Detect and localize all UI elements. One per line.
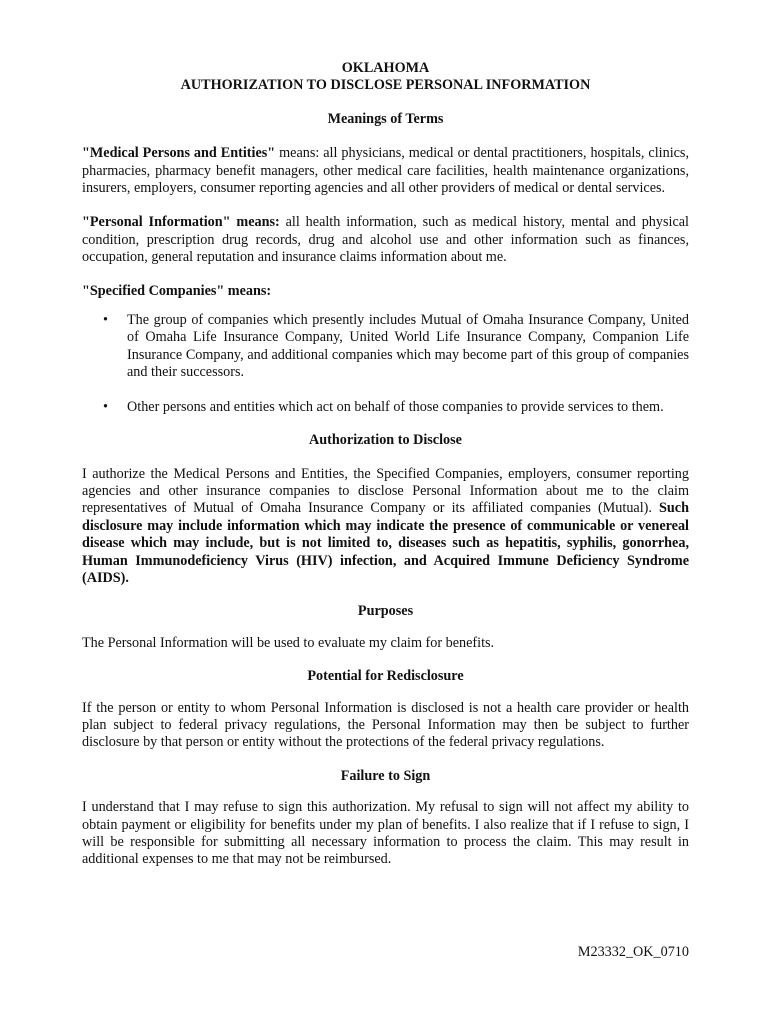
meanings-heading: Meanings of Terms (327, 110, 444, 127)
personal-term: "Personal Information" means: (82, 214, 280, 231)
state-heading: OKLAHOMA (341, 60, 430, 76)
form-code: M23332_OK_0710 (577, 944, 689, 960)
redisclosure-heading: Potential for Redisclosure (307, 668, 464, 685)
list-item (103, 398, 689, 416)
bullet-icon: • (103, 398, 108, 415)
list-item-text: Other persons and entities which act on behalf of those companies to provide services to them. (127, 398, 664, 415)
specified-companies-list (82, 312, 689, 416)
authorization-text: I authorize the Medical Persons and Entities, the Specified Companies, employers, consumer reporting agencies and other insurance companies to disclose Personal Information about me to the claim representatives of Mutual of Omaha Insurance Company or its affiliated companies (Mutual). (82, 465, 689, 517)
redisclosure-text: If the person or entity to whom Personal Information is disclosed is not a health care provider or health plan subject to federal privacy regulations, the Personal Information may then be subject to further disclosure by that person or entity without the protections of the federal privacy regulations. (82, 699, 689, 751)
personal-definition (82, 214, 689, 266)
document-body (82, 60, 689, 869)
authorization-paragraph (82, 466, 689, 588)
medical-term: "Medical Persons and Entities" (82, 145, 276, 162)
specified-definition (82, 283, 689, 300)
document-title: AUTHORIZATION TO DISCLOSE PERSONAL INFORMATION (180, 77, 591, 94)
failure-text: I understand that I may refuse to sign this authorization. My refusal to sign will not affect my ability to obtain payment or eligibility for benefits under my plan of benefits. I also realize that if I refuse to sign, I will be responsible for submitting all necessary information to process the claim. This may result in additional expenses to me that may not be reimbursed. (82, 799, 689, 868)
purposes-heading: Purposes (357, 603, 414, 620)
medical-definition-text: means: all physicians, medical or dental practitioners, hospitals, clinics, pharmacies, pharmacy benefit managers, other medical care facilities, health maintenance organizations, insurers, employers, consumer reporting agencies and all other providers of medical or dental services. (82, 145, 689, 197)
failure-heading: Failure to Sign (340, 767, 431, 784)
personal-definition-text: all health information, such as medical history, mental and physical condition, prescription drug records, drug and alcohol use and other information such as finances, occupation, general reputation and insurance claims information about me. (82, 214, 689, 266)
medical-definition (82, 145, 689, 197)
authorization-bold-text: Such disclosure may include information which may indicate the presence of communicable or venereal disease which may include, but is not limited to, diseases such as hepatitis, syphilis, gonorrhea, Human Immunodeficiency Virus (HIV) infection, and Acquired Immune Deficiency Syndrome (AIDS). (82, 500, 689, 586)
list-item (103, 312, 689, 382)
authorization-heading: Authorization to Disclose (309, 432, 462, 449)
bullet-icon: • (103, 312, 108, 329)
purposes-text: The Personal Information will be used to evaluate my claim for benefits. (82, 634, 495, 651)
specified-term: "Specified Companies" means: (82, 282, 272, 299)
list-item-text: The group of companies which presently includes Mutual of Omaha Insurance Company, United of Omaha Life Insurance Company, United World Life Insurance Company, Companion Life Insurance Company, and additional companies which may become part of this group of companies and their successors. (127, 312, 689, 381)
